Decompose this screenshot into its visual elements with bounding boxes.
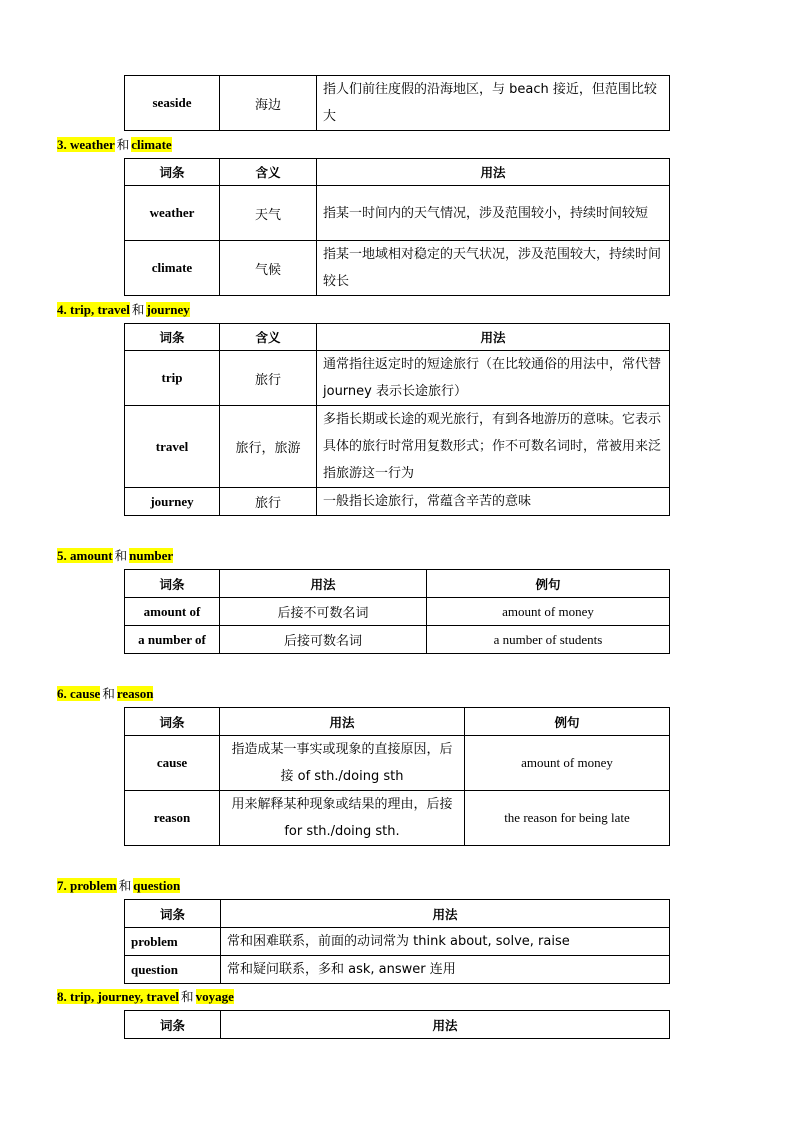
table-header-row (125, 324, 670, 351)
term-cell: question (125, 956, 221, 984)
example-cell: the reason for being late (465, 791, 670, 846)
usage-cell: 用来解释某种现象或结果的理由，后接 for sth./doing sth. (220, 791, 465, 846)
table-row (125, 76, 670, 131)
meaning-cell: 旅行，旅游 (220, 406, 317, 488)
term-cell: weather (125, 186, 220, 241)
word-1: trip, journey, travel (70, 989, 180, 1004)
conjunction: 和 (181, 989, 194, 1004)
table-row (125, 928, 670, 956)
meaning-cell: 旅行 (220, 488, 317, 516)
term-cell: cause (125, 736, 220, 791)
term-cell: reason (125, 791, 220, 846)
usage-cell: 后接可数名词 (220, 626, 427, 654)
header-usage: 用法 (220, 570, 427, 598)
usage-cell: 通常指往返定时的短途旅行（在比较通俗的用法中，常代替 journey 表示长途旅行） (317, 351, 670, 406)
section-number: 7. (57, 878, 67, 893)
usage-cell: 后接不可数名词 (220, 598, 427, 626)
section-number: 5. (57, 548, 67, 563)
table-row (125, 351, 670, 406)
section-heading-7 (57, 877, 180, 895)
section-heading-4 (57, 301, 190, 319)
header-example: 例句 (465, 708, 670, 736)
table-header-row (125, 900, 670, 928)
table-weather-climate (124, 158, 670, 296)
section-number: 4. (57, 302, 67, 317)
term-cell: travel (125, 406, 220, 488)
term-cell: seaside (125, 76, 220, 131)
word-2: number (129, 548, 174, 563)
meaning-cell: 天气 (220, 186, 317, 241)
example-cell: amount of money (427, 598, 670, 626)
meaning-cell: 旅行 (220, 351, 317, 406)
meaning-cell: 海边 (220, 76, 317, 131)
section-number: 3. (57, 137, 67, 152)
table-row (125, 626, 670, 654)
table-row (125, 598, 670, 626)
table-row (125, 406, 670, 488)
table-row (125, 956, 670, 984)
header-usage: 用法 (221, 900, 670, 928)
table-header-row (125, 570, 670, 598)
word-1: weather (70, 137, 115, 152)
word-2: voyage (195, 989, 234, 1004)
usage-cell: 指造成某一事实或现象的直接原因，后接 of sth./doing sth (220, 736, 465, 791)
table-seaside (124, 75, 670, 131)
word-2: question (133, 878, 181, 893)
header-example: 例句 (427, 570, 670, 598)
word-2: journey (146, 302, 190, 317)
example-cell: amount of money (465, 736, 670, 791)
header-term: 词条 (125, 1011, 221, 1039)
header-term: 词条 (125, 900, 221, 928)
header-meaning: 含义 (220, 324, 317, 351)
usage-cell: 指人们前往度假的沿海地区，与 beach 接近，但范围比较大 (317, 76, 670, 131)
usage-cell: 多指长期或长途的观光旅行，有到各地游历的意味。它表示具体的旅行时常用复数形式；作不可数名词时，常被用来泛指旅游这一行为 (317, 406, 670, 488)
header-usage: 用法 (317, 159, 670, 186)
section-number: 8. (57, 989, 67, 1004)
table-header-row (125, 1011, 670, 1039)
term-cell: climate (125, 241, 220, 296)
table-row (125, 241, 670, 296)
header-term: 词条 (125, 159, 220, 186)
term-cell: a number of (125, 626, 220, 654)
table-row (125, 186, 670, 241)
table-problem-question (124, 899, 670, 984)
table-row (125, 736, 670, 791)
usage-cell: 常和疑问联系，多和 ask, answer 连用 (221, 956, 670, 984)
word-2: climate (131, 137, 172, 152)
word-1: amount (70, 548, 113, 563)
section-heading-6 (57, 685, 153, 703)
table-header-row (125, 159, 670, 186)
example-cell: a number of students (427, 626, 670, 654)
table-cause-reason (124, 707, 670, 846)
section-heading-3 (57, 136, 172, 154)
term-cell: trip (125, 351, 220, 406)
term-cell: amount of (125, 598, 220, 626)
table-trip-journey-travel-voyage (124, 1010, 670, 1039)
conjunction: 和 (102, 686, 115, 701)
usage-cell: 常和困难联系，前面的动词常为 think about, solve, raise (221, 928, 670, 956)
conjunction: 和 (116, 137, 130, 152)
table-trip-travel-journey (124, 323, 670, 516)
table-header-row (125, 708, 670, 736)
section-heading-8 (57, 988, 234, 1006)
word-1: cause (70, 686, 101, 701)
usage-cell: 指某一时间内的天气情况，涉及范围较小，持续时间较短 (317, 186, 670, 241)
term-cell: journey (125, 488, 220, 516)
section-heading-5 (57, 547, 173, 565)
header-meaning: 含义 (220, 159, 317, 186)
conjunction: 和 (118, 878, 132, 893)
conjunction: 和 (131, 302, 145, 317)
table-row (125, 791, 670, 846)
word-1: trip, travel (70, 302, 130, 317)
usage-cell: 指某一地域相对稳定的天气状况，涉及范围较大，持续时间较长 (317, 241, 670, 296)
usage-cell: 一般指长途旅行，常蕴含辛苦的意味 (317, 488, 670, 516)
conjunction: 和 (114, 548, 128, 563)
term-cell: problem (125, 928, 221, 956)
word-2: reason (116, 686, 154, 701)
table-row (125, 488, 670, 516)
header-usage: 用法 (317, 324, 670, 351)
section-number: 6. (57, 686, 67, 701)
meaning-cell: 气候 (220, 241, 317, 296)
header-term: 词条 (125, 570, 220, 598)
header-usage: 用法 (220, 708, 465, 736)
table-amount-number (124, 569, 670, 654)
header-term: 词条 (125, 324, 220, 351)
word-1: problem (70, 878, 117, 893)
header-usage: 用法 (221, 1011, 670, 1039)
header-term: 词条 (125, 708, 220, 736)
